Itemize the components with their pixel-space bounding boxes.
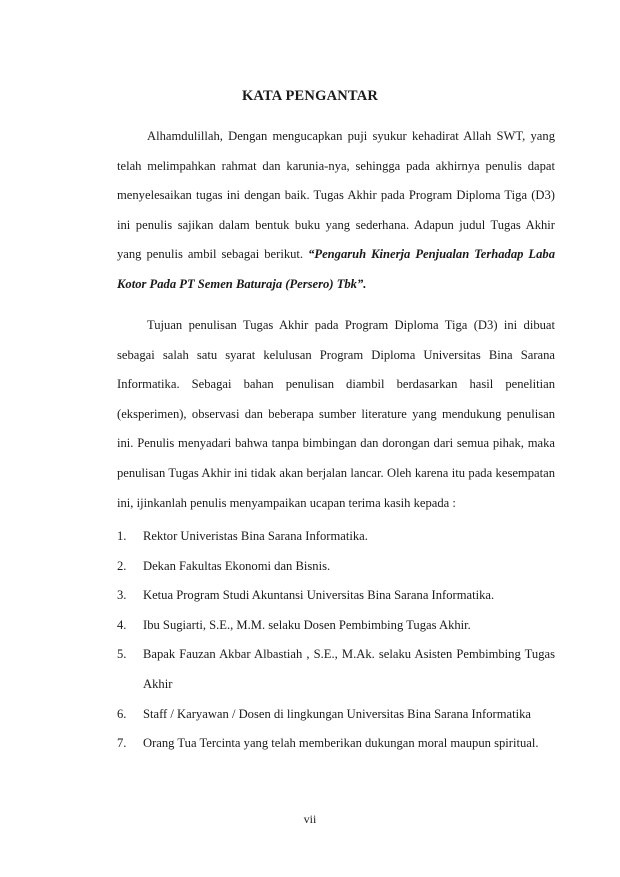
thesis-title: “Pengaruh Kinerja Penjualan Terhadap Laba Kotor Pada PT Semen Baturaja (Persero) Tbk”. — [117, 247, 555, 291]
list-item — [117, 552, 555, 582]
list-item-number: 2. — [117, 558, 127, 573]
list-item-number: 1. — [117, 529, 127, 543]
acknowledgement-list — [117, 522, 555, 759]
list-item — [117, 581, 555, 611]
list-item — [117, 522, 555, 552]
list-item-text: Ibu Sugiarti, S.E., M.M. selaku Dosen Pembimbing Tugas Akhir. — [143, 617, 471, 632]
list-item-text: Dekan Fakultas Ekonomi dan Bisnis. — [143, 558, 331, 573]
list-item — [117, 640, 555, 699]
paragraph-intro-text: Alhamdulillah, Dengan mengucapkan puji syukur kehadirat Allah SWT, yang telah melimpahkan rahmat dan karunia-nya, sehingga pada akhirnya penulis dapat menyelesaikan tugas ini dengan baik. Tugas Akhir pada Program Diploma Tiga (D3) ini penulis sajikan dalam bentuk buku yang sederhana. Adapun judul Tugas Akhir yang penulis ambil sebagai berikut. — [117, 129, 555, 262]
page-number: vii — [303, 812, 317, 826]
paragraph-purpose: Tujuan penulisan Tugas Akhir pada Program Diploma Tiga (D3) ini dibuat sebagai salah satu syarat kelulusan Program Diploma Universitas Bina Sarana Informatika. Sebagai bahan penulisan diambil berdasarkan hasil penelitian (eksperimen), observasi dan beberapa sumber literature yang mendukung penulisan ini. Penulis menyadari bahwa tanpa bimbingan dan dorongan dari semua pihak, maka penulisan Tugas Akhir ini tidak akan berjalan lancar. Oleh karena itu pada kesempatan ini, ijinkanlah penulis menyampaikan ucapan terima kasih kepada : — [117, 318, 555, 510]
list-item — [117, 700, 555, 730]
list-item-number: 6. — [117, 706, 127, 721]
paragraph-intro — [117, 122, 555, 300]
list-item-number: 5. — [117, 647, 127, 662]
list-item-text: Rektor Univeristas Bina Sarana Informatika. — [143, 529, 368, 543]
list-item-text: Orang Tua Tercinta yang telah memberikan dukungan moral maupun spiritual. — [143, 736, 539, 751]
list-item-text: Ketua Program Studi Akuntansi Universitas Bina Sarana Informatika. — [143, 588, 495, 603]
page-title: KATA PENGANTAR — [241, 88, 379, 104]
list-item-text: Staff / Karyawan / Dosen di lingkungan Universitas Bina Sarana Informatika — [143, 706, 531, 721]
list-item-number: 3. — [117, 588, 127, 603]
list-item-number: 7. — [117, 736, 127, 751]
list-item-text: Bapak Fauzan Akbar Albastiah , S.E., M.Ak. selaku Asisten Pembimbing Tugas Akhir — [143, 647, 555, 691]
list-item — [117, 611, 555, 641]
list-item — [117, 729, 555, 759]
list-item-number: 4. — [117, 617, 127, 632]
